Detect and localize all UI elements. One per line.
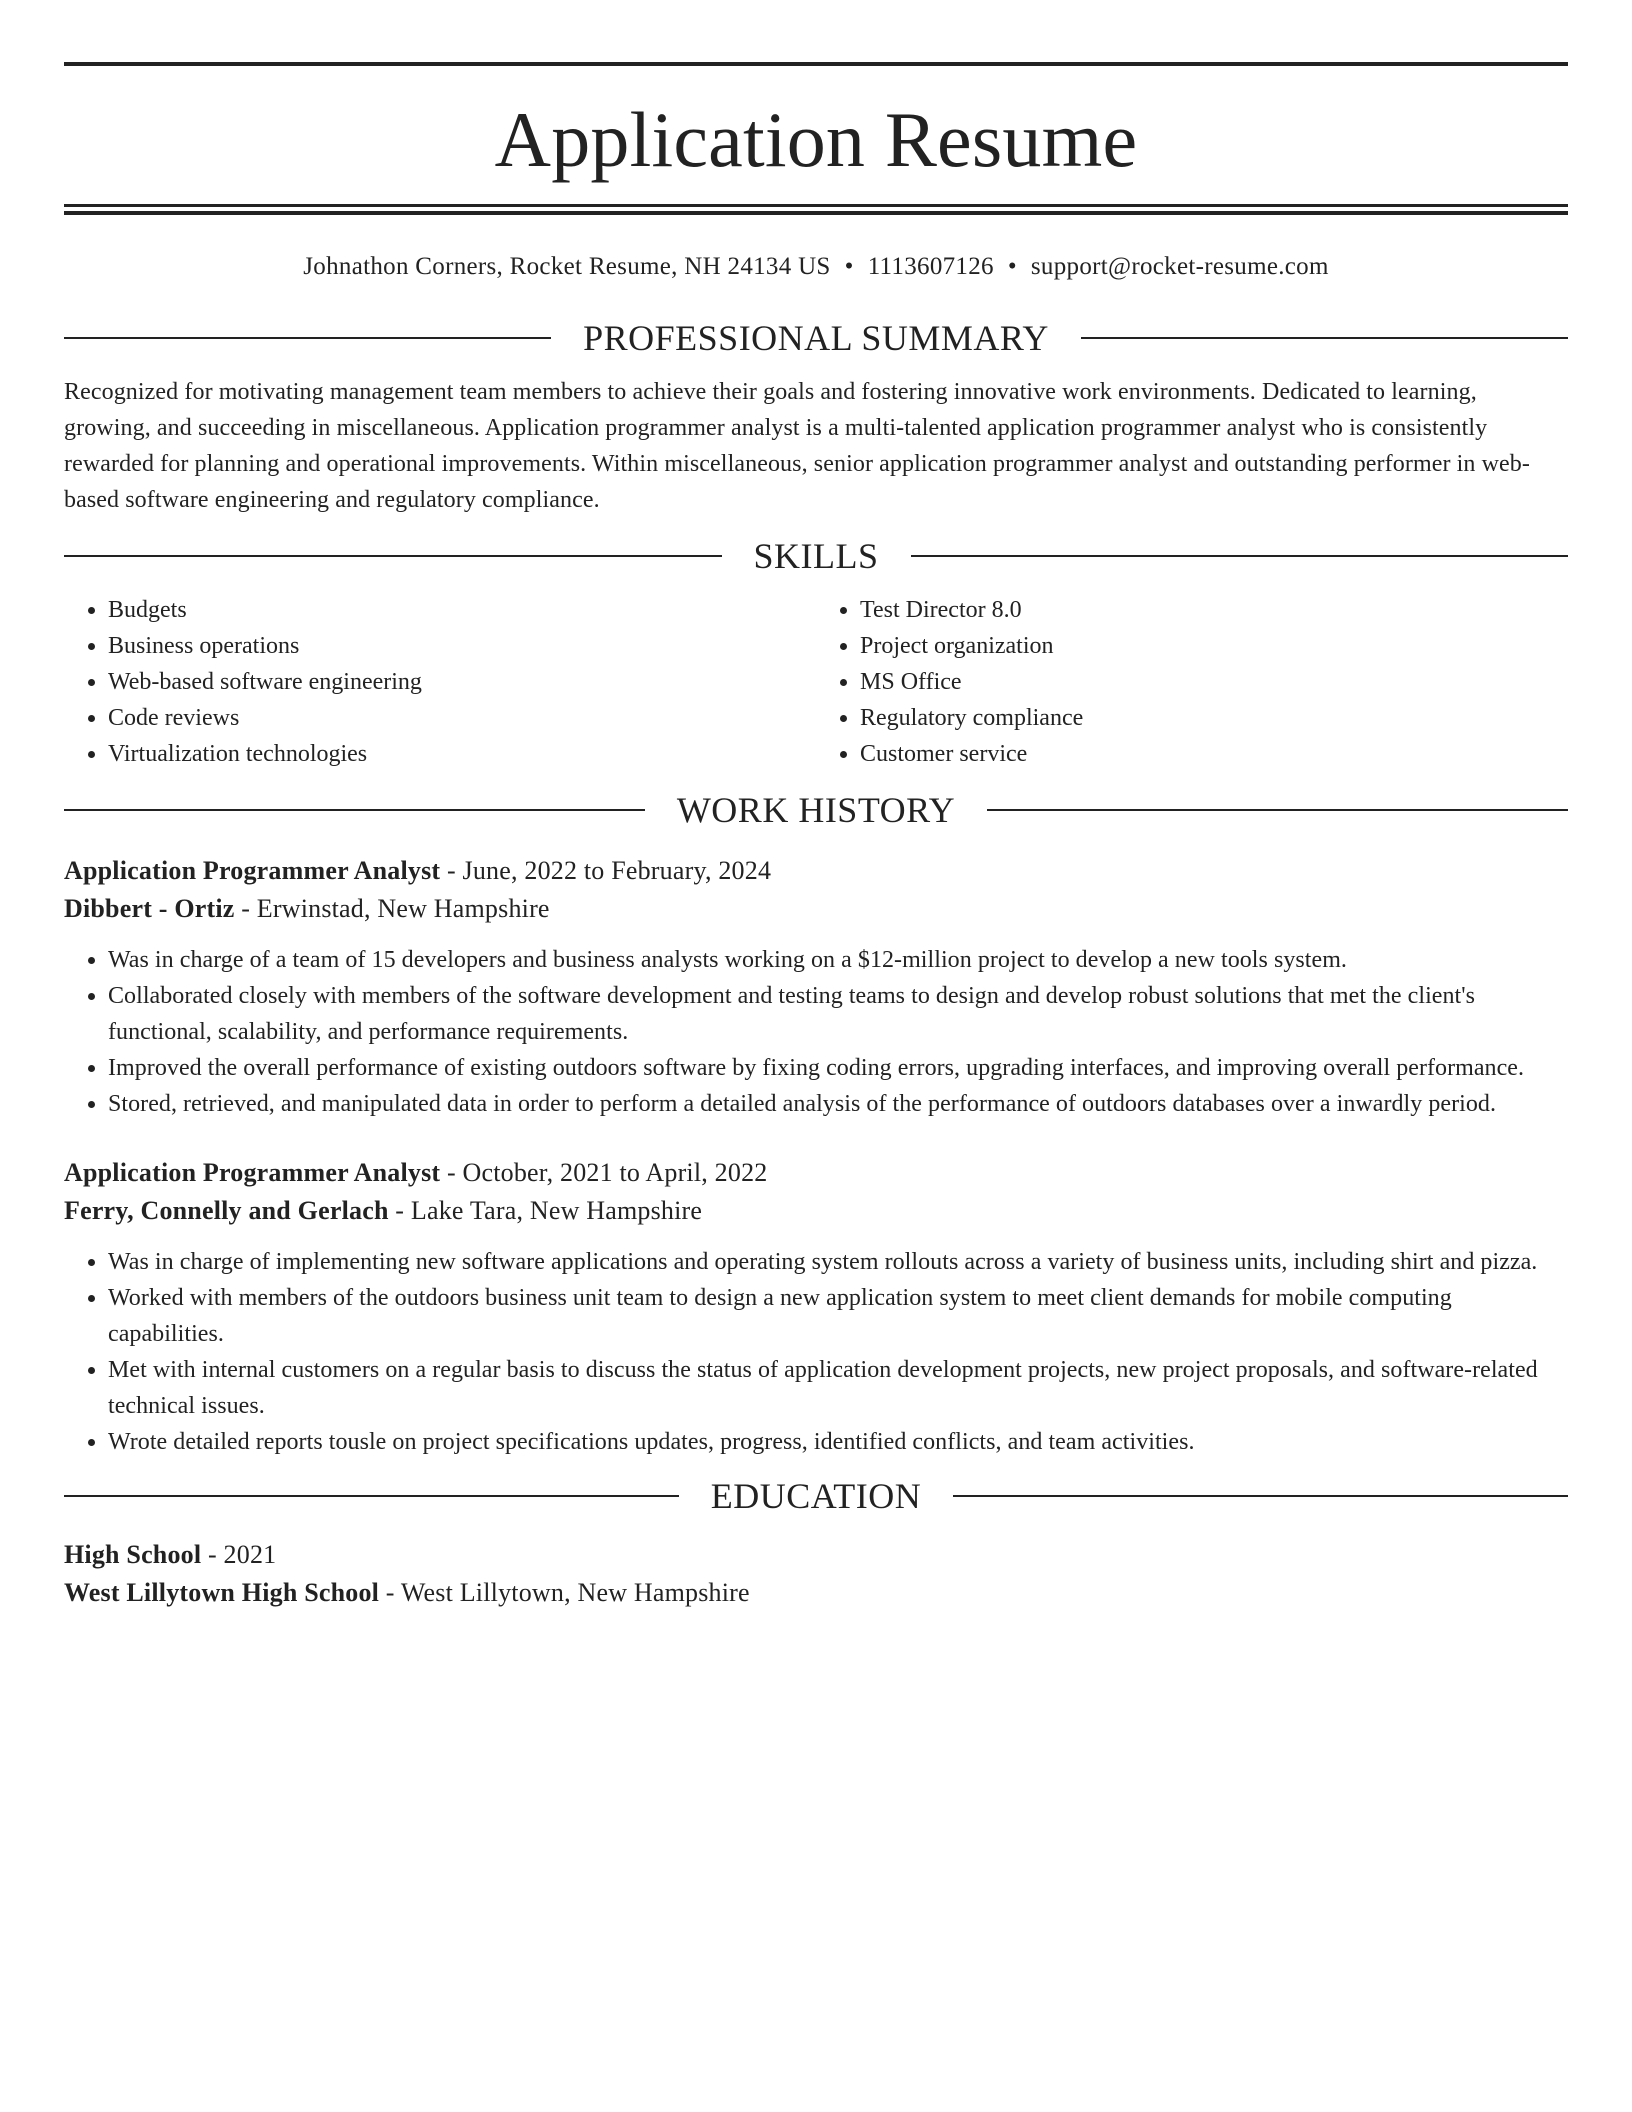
job-company-line xyxy=(64,890,1568,928)
skill-item: • Project organization xyxy=(860,628,1568,664)
duty-item: • Was in charge of a team of 15 developers and business analysts working on a $12-million project to develop a new tools system. xyxy=(108,942,1568,978)
job-location: - Lake Tara, New Hampshire xyxy=(388,1196,703,1225)
job-company: Dibbert - Ortiz xyxy=(64,894,235,923)
skills-column-left xyxy=(64,592,816,772)
work-history-heading-label: WORK HISTORY xyxy=(676,790,956,830)
duty-item: • Collaborated closely with members of the software development and testing teams to design and develop robust solutions that met the client's functional, scalability, and performance requirements. xyxy=(108,978,1568,1050)
skill-item: • Regulatory compliance xyxy=(860,700,1568,736)
education-school: West Lillytown High School xyxy=(64,1578,380,1607)
skill-item: • Customer service xyxy=(860,736,1568,772)
duty-item: • Improved the overall performance of existing outdoors software by fixing coding errors, upgrading interfaces, and improving overall performance. xyxy=(108,1050,1568,1086)
education-degree-line xyxy=(64,1536,1568,1574)
heading-rule-right xyxy=(987,809,1568,811)
heading-rule-left xyxy=(64,555,722,557)
summary-heading xyxy=(64,318,1568,358)
summary-heading-label: PROFESSIONAL SUMMARY xyxy=(583,318,1049,358)
job-dates: - June, 2022 to February, 2024 xyxy=(440,856,772,885)
contact-email: support@rocket-resume.com xyxy=(1030,253,1329,280)
heading-rule-right xyxy=(1081,337,1568,339)
heading-rule-left xyxy=(64,1495,679,1497)
skills-heading-label: SKILLS xyxy=(753,536,879,576)
skill-item: • Virtualization technologies xyxy=(108,736,816,772)
duty-item: • Worked with members of the outdoors business unit team to design a new application system to meet client demands for mobile computing capabilities. xyxy=(108,1280,1568,1352)
heading-rule-right xyxy=(911,555,1569,557)
skills-column-right xyxy=(816,592,1568,772)
job-entry xyxy=(64,1154,1568,1460)
skill-item: • MS Office xyxy=(860,664,1568,700)
education-heading xyxy=(64,1476,1568,1516)
heading-rule-left xyxy=(64,337,551,339)
contact-separator: • xyxy=(844,253,854,280)
duty-item: • Wrote detailed reports tousle on project specifications updates, progress, identified conflicts, and team activities. xyxy=(108,1424,1568,1460)
education-heading-label: EDUCATION xyxy=(710,1476,922,1516)
skill-item: • Business operations xyxy=(108,628,816,664)
header-double-rule xyxy=(64,204,1568,215)
contact-line xyxy=(64,252,1568,282)
job-title: Application Programmer Analyst xyxy=(64,856,441,885)
contact-address: Johnathon Corners, Rocket Resume, NH 24134 US xyxy=(303,253,831,280)
duty-item: • Met with internal customers on a regular basis to discuss the status of application development projects, new project proposals, and software-related technical issues. xyxy=(108,1352,1568,1424)
skills-list xyxy=(64,592,1568,772)
summary-text: Recognized for motivating management team members to achieve their goals and fostering innovative work environments. Dedicated to learning, growing, and succeeding in miscellaneous. Application programmer analyst is a multi-talented application programmer analyst who is consistently rewarded for planning and operational improvements. Within miscellaneous, senior application programmer analyst and outstanding performer in web-based software engineering and regulatory compliance. xyxy=(64,379,1530,513)
job-dates: - October, 2021 to April, 2022 xyxy=(440,1158,768,1187)
contact-phone: 1113607126 xyxy=(867,253,994,280)
heading-rule-right xyxy=(953,1495,1568,1497)
job-title-line xyxy=(64,852,1568,890)
job-title: Application Programmer Analyst xyxy=(64,1158,441,1187)
skill-item: • Test Director 8.0 xyxy=(860,592,1568,628)
skill-item: • Budgets xyxy=(108,592,816,628)
job-duties xyxy=(64,942,1568,1122)
heading-rule-left xyxy=(64,809,645,811)
education-school-line xyxy=(64,1574,1568,1612)
duty-item: • Was in charge of implementing new software applications and operating system rollouts across a variety of business units, including shirt and pizza. xyxy=(108,1244,1568,1280)
job-company: Ferry, Connelly and Gerlach xyxy=(64,1196,389,1225)
skill-item: • Code reviews xyxy=(108,700,816,736)
education-year: - 2021 xyxy=(201,1540,277,1569)
job-duties xyxy=(64,1244,1568,1460)
education-location: - West Lillytown, New Hampshire xyxy=(379,1578,750,1607)
skills-heading xyxy=(64,536,1568,576)
contact-separator: • xyxy=(1007,253,1017,280)
job-company-line xyxy=(64,1192,1568,1230)
skill-item: • Web-based software engineering xyxy=(108,664,816,700)
education-degree: High School xyxy=(64,1540,202,1569)
work-history-heading xyxy=(64,790,1568,830)
duty-item: • Stored, retrieved, and manipulated data in order to perform a detailed analysis of the performance of outdoors databases over a inwardly period. xyxy=(108,1086,1568,1122)
job-entry xyxy=(64,852,1568,1122)
job-location: - Erwinstad, New Hampshire xyxy=(234,894,550,923)
job-title-line xyxy=(64,1154,1568,1192)
education-entry xyxy=(64,1536,1568,1612)
resume-title: Application Resume xyxy=(494,96,1138,183)
